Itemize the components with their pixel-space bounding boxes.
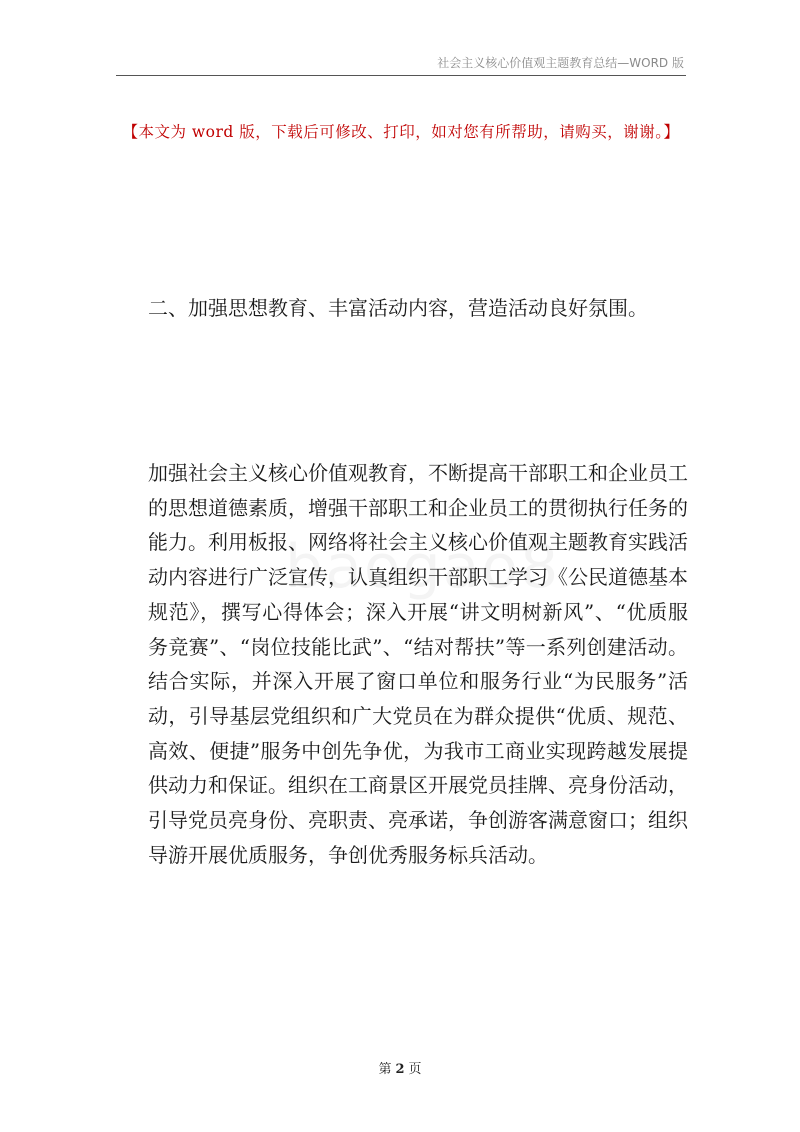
body-text — [148, 456, 688, 872]
running-header: 社会主义核心价值观主题教育总结—WORD 版 — [437, 56, 684, 70]
section-heading: 二、加强思想教育、丰富活动内容，营造活动良好氛围。 — [148, 296, 648, 320]
footer-suffix: 页 — [408, 1062, 422, 1077]
purchase-notice: 【本文为 word 版，下载后可修改、打印，如对您有所帮助，请购买，谢谢。】 — [122, 123, 680, 141]
page-footer — [0, 1058, 800, 1077]
header-divider — [116, 75, 686, 76]
paragraph: 加强社会主义核心价值观教育，不断提高干部职工和企业员工的思想道德素质，增强干部职工和企业员工的贯彻执行任务的能力。利用板报、网络将社会主义核心价值观主题教育实践活动内容进行广泛宣传，认真组织干部职工学习《公民道德基本规范》，撰写心得体会；深入开展“讲文明树新风”、“优质服务竞赛”、“岗位技能比武”、“结对帮扶”等一系列创建活动。结合实际，并深入开展了窗口单位和服务行业“为民服务”活动，引导基层党组织和广大党员在为群众提供“优质、规范、高效、便捷”服务中创先争优，为我市工商业实现跨越发展提供动力和保证。组织在工商景区开展党员挂牌、亮身份活动，引导党员亮身份、亮职责、亮承诺，争创游客满意窗口；组织导游开展优质服务，争创优秀服务标兵活动。 — [148, 461, 688, 867]
page-number: 2 — [395, 1062, 405, 1077]
footer-prefix: 第 — [378, 1062, 392, 1077]
